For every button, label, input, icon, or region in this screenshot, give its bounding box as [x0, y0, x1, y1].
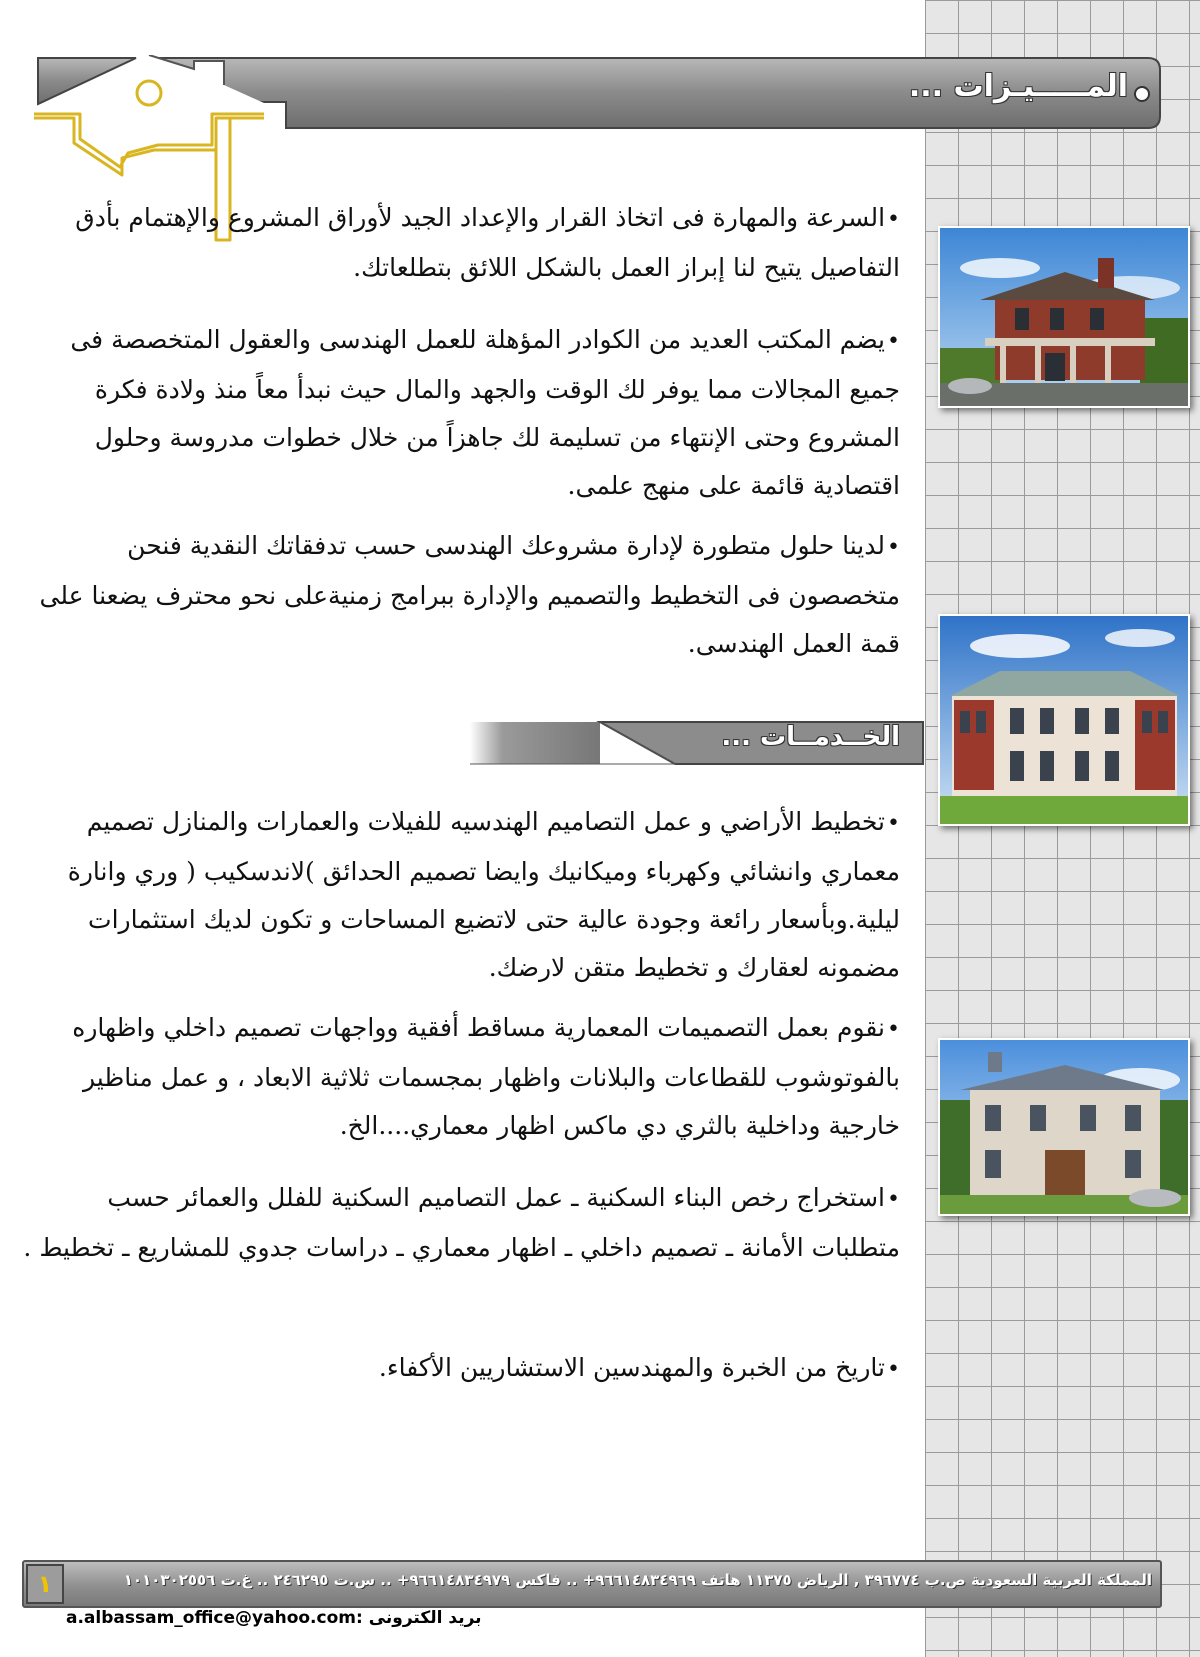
- email-label: بريد الكترونى: [368, 1608, 482, 1628]
- footer-contact-info: المملكة العربية السعودية ص.ب ٣٩٦٧٧٤ , الرياض ١١٣٧٥ هاتف ٩٦٦١٤٨٣٤٩٦٩+ .. فاكس ٩٦٦١٤٨٣٤٩٧٩+ .. س.ت ٢٤٦٢٩٥ .. غ.ت ١٠١٠٣٠٢٥٥٦: [123, 1571, 1152, 1589]
- service-item-2: •نقوم بعمل التصميمات المعمارية مساقط أفقية وواجهات تصميم داخلي واظهاره بالفوتوشوب للقطاعات والبلانات واظهار بمجسمات ثلاثية الابعاد ، و عمل مناظير خارجية وداخلية بالثري دي ماكس اظهار معماري....الخ.: [72, 1013, 900, 1140]
- email-address[interactable]: a.albassam_office@yahoo.com: [66, 1608, 356, 1628]
- service-item-1: •تخطيط الأراضي و عمل التصاميم الهندسيه للفيلات والعمارات والمنازل تصميم معماري وانشائي وكهرباء وميكانيك وايضا تصميم الحدائق )لاندسكيب ( وري وانارة ليلية.وبأسعار رائعة وجودة عالية حتى لاتضيع المساحات و تكون لديك استثمارات مضمونه لعقارك و تخطيط متقن لارضك.: [67, 807, 900, 982]
- villa-photo-3: [938, 1038, 1190, 1216]
- villa-photo-2: [938, 614, 1190, 826]
- features-title: المـــــيـزات ...: [908, 69, 1128, 104]
- service-item-4: •تاريخ من الخبرة والمهندسين الاستشاريين الأكفاء.: [378, 1353, 900, 1382]
- email-line: a.albassam_office@yahoo.com: بريد الكترونى: [66, 1608, 482, 1628]
- page-number: ١: [26, 1564, 64, 1604]
- feature-item-3: •لدينا حلول متطورة لإدارة مشروعك الهندسى حسب تدفقاتك النقدية فنحن متخصصون فى التخطيط والتصميم والإدارة ببرامج زمنيةعلى نحو محترف يضعنا على قمة العمل الهندسى.: [39, 531, 900, 658]
- villa-photo-1: [938, 226, 1190, 408]
- feature-item-2: •يضم المكتب العديد من الكوادر المؤهلة للعمل الهندسى والعقول المتخصصة فى جميع المجالات مما يوفر لك الوقت والجهد والمال حيث نبدأ معاً منذ ولادة فكرة المشروع وحتى الإنتهاء من تسليمة لك جاهزاً من خلال خطوات مدروسة وحلول اقتصادية قائمة على منهج علمى.: [70, 325, 900, 500]
- services-title: الخــدمــات ...: [721, 722, 900, 752]
- service-item-3: •استخراج رخص البناء السكنية ـ عمل التصاميم السكنية للفلل والعمائر حسب متطلبات الأمانة ـ تصميم داخلي ـ اظهار معماري ـ دراسات جدوي للمشاريع ـ تخطيط .: [23, 1183, 900, 1262]
- title-bullet-icon: [1134, 86, 1150, 102]
- feature-item-1: •السرعة والمهارة فى اتخاذ القرار والإعداد الجيد لأوراق المشروع والإهتمام بأدق التفاصيل يتيح لنا إبراز العمل بالشكل اللائق بتطلعاتك.: [75, 203, 900, 282]
